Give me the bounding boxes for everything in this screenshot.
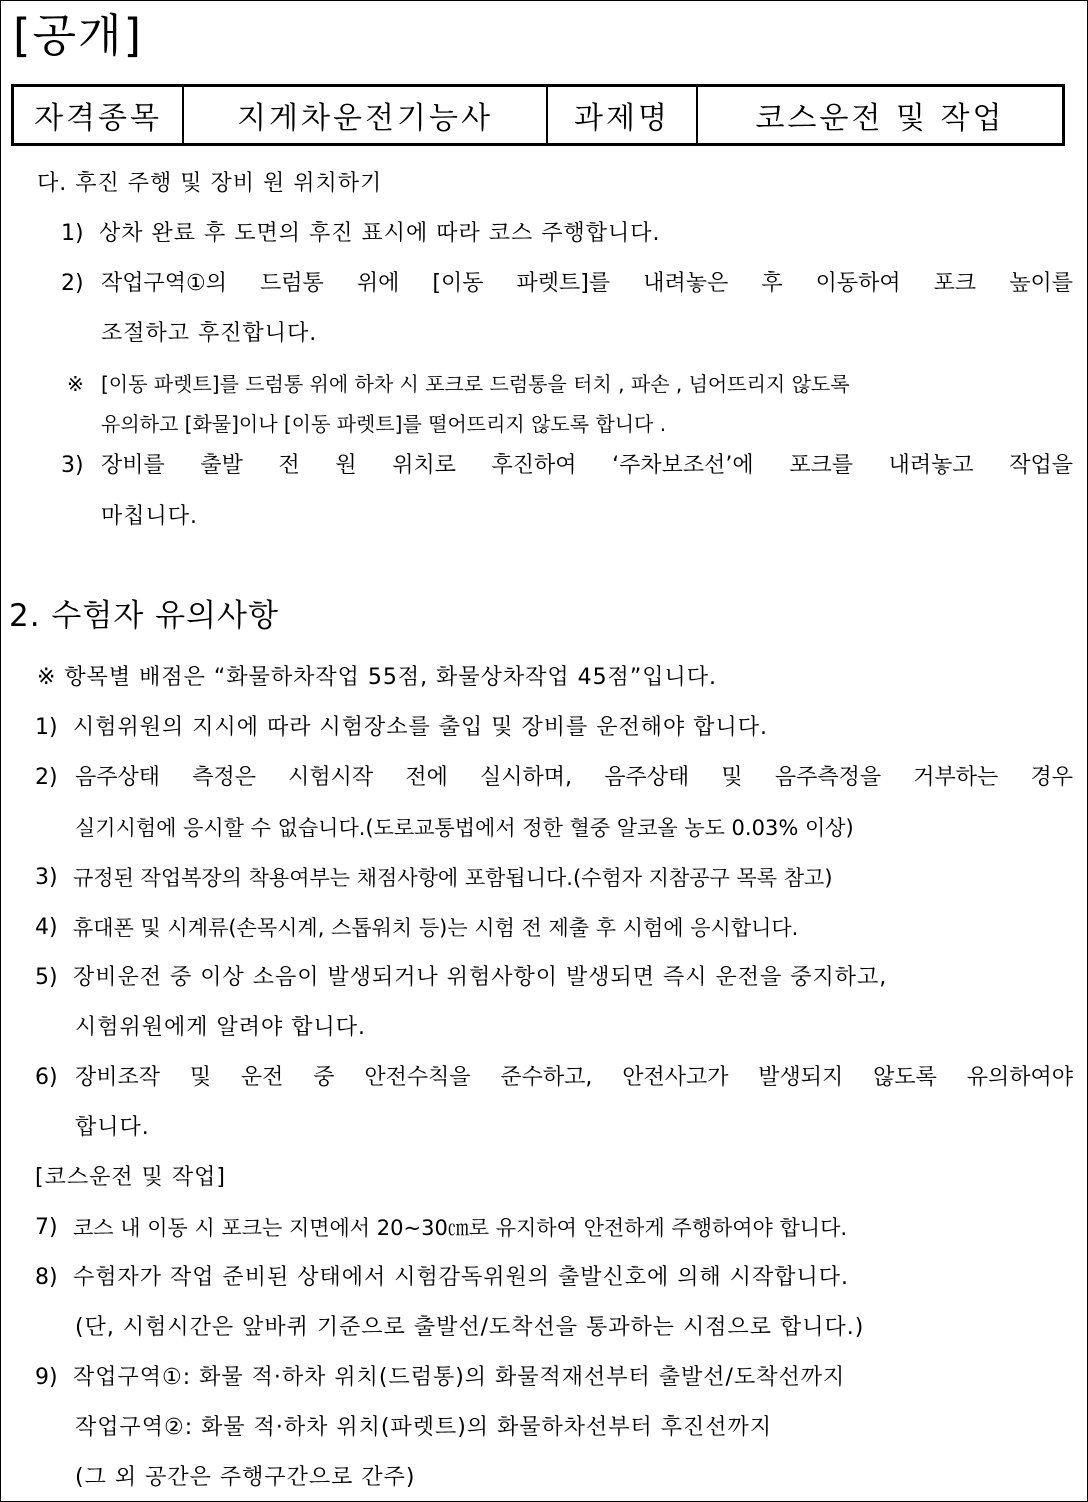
- course-subheading: [코스운전 및 작업]: [35, 1165, 226, 1190]
- rule-6-num: 6): [35, 1065, 58, 1090]
- task-label: 과제명: [547, 86, 697, 145]
- rule-2-text: 음주상태 측정은 시험시작 전에 실시하며, 음주상태 및 음주측정을 거부하는 경우: [75, 765, 1073, 790]
- rule-5-cont: 시험위원에게 알려야 합니다.: [75, 1015, 367, 1040]
- rule-7-num: 7): [35, 1215, 58, 1240]
- rule-8-cont: (단, 시험시간은 앞바퀴 기준으로 출발선/도착선을 통과하는 시점으로 합니다.): [75, 1315, 865, 1340]
- part-c-item-3-cont: 마칩니다.: [101, 504, 199, 529]
- rule-6-cont: 합니다.: [75, 1115, 150, 1140]
- rule-4-text: 휴대폰 및 시계류(손목시계, 스톱워치 등)는 시험 전 제출 후 시험에 응시합니다.: [73, 916, 799, 940]
- part-c-note-mark: ※: [67, 372, 84, 396]
- part-c-item-3-num: 3): [61, 453, 84, 478]
- rule-5-num: 5): [35, 965, 58, 990]
- part-c-item-2-cont: 조절하고 후진합니다.: [101, 321, 318, 346]
- part-c-item-1-text: 상차 완료 후 도면의 후진 표시에 따라 코스 주행합니다.: [99, 221, 661, 246]
- rule-9-num: 9): [35, 1365, 58, 1390]
- rule-6-text: 장비조작 및 운전 중 안전수칙을 준수하고, 안전사고가 발생되지 않도록 유의하여야: [75, 1065, 1073, 1090]
- rule-9-cont2: (그 외 공간은 주행구간으로 간주): [75, 1465, 416, 1490]
- header-table: [11, 84, 1065, 146]
- rule-2-num: 2): [35, 765, 58, 790]
- rule-1-num: 1): [35, 715, 58, 740]
- rule-8-text: 수험자가 작업 준비된 상태에서 시험감독위원의 출발신호에 의해 시작합니다.: [73, 1265, 850, 1290]
- public-banner: [공개]: [13, 9, 144, 62]
- rule-2-cont: 실기시험에 응시할 수 없습니다.(도로교통법에서 정한 혈중 알코올 농도 0.03% 이상): [75, 816, 854, 840]
- rule-9-cont: 작업구역②: 화물 적·하차 위치(파렛트)의 화물하차선부터 후진선까지: [75, 1415, 773, 1440]
- rule-3-num: 3): [35, 865, 58, 890]
- part-c-note-cont: 유의하고 [화물]이나 [이동 파렛트]를 떨어뜨리지 않도록 합니다 .: [101, 412, 667, 436]
- part-c-item-3-text: 장비를 출발 전 원 위치로 후진하여 ‘주차보조선’에 포크를 내려놓고 작업을: [101, 453, 1073, 478]
- part-c-item-2-num: 2): [61, 271, 84, 296]
- rule-3-text: 규정된 작업복장의 착용여부는 채점사항에 포함됩니다.(수험자 지참공구 목록 참고): [73, 866, 833, 890]
- section-2-title: 2. 수험자 유의사항: [9, 598, 279, 634]
- rule-7-text: 코스 내 이동 시 포크는 지면에서 20~30㎝로 유지하여 안전하게 주행하여야 합니다.: [73, 1216, 848, 1240]
- task-value: 코스운전 및 작업: [697, 86, 1064, 145]
- rule-5-text: 장비운전 중 이상 소음이 발생되거나 위험사항이 발생되면 즉시 운전을 중지하고,: [73, 965, 888, 990]
- rule-4-num: 4): [35, 915, 58, 940]
- part-c-item-2-text: 작업구역①의 드럼통 위에 [이동 파렛트]를 내려놓은 후 이동하여 포크 높이를: [101, 271, 1073, 296]
- score-note: ※ 항목별 배점은 “화물하차작업 55점, 화물상차작업 45점”입니다.: [37, 665, 717, 690]
- rule-1-text: 시험위원의 지시에 따라 시험장소를 출입 및 장비를 운전해야 합니다.: [73, 715, 768, 740]
- rule-8-num: 8): [35, 1265, 58, 1290]
- part-c-title: 다. 후진 주행 및 장비 원 위치하기: [37, 171, 383, 196]
- cert-label: 자격종목: [13, 86, 184, 145]
- part-c-note-text: [이동 파렛트]를 드럼통 위에 하차 시 포크로 드럼통을 터치 , 파손 , 넘어뜨리지 않도록: [101, 372, 850, 396]
- part-c-item-1-num: 1): [61, 221, 84, 246]
- rule-9-text: 작업구역①: 화물 적·하차 위치(드럼통)의 화물적재선부터 출발선/도착선까지: [73, 1365, 846, 1390]
- cert-value: 지게차운전기능사: [183, 86, 547, 145]
